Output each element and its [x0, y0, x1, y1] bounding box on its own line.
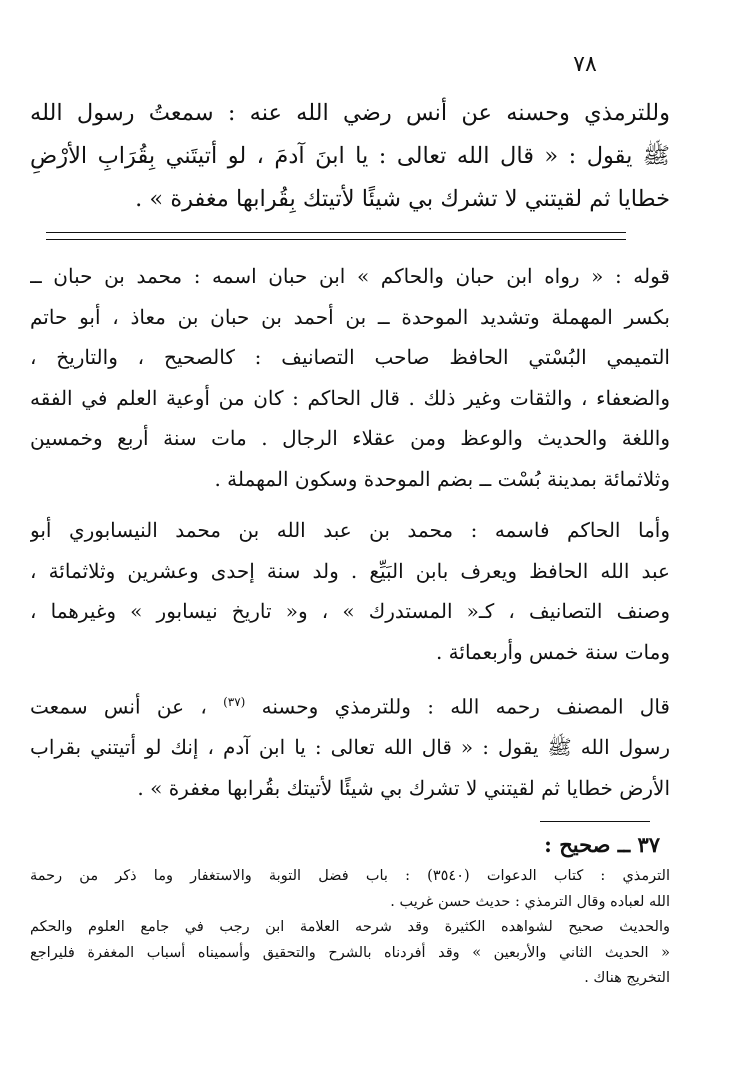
section-divider	[46, 232, 626, 240]
page-number: ٧٨	[573, 52, 597, 77]
footnote-divider	[540, 821, 650, 822]
commentary-line: وصنف التصانيف ، كـ« المستدرك » ، و« تاريخ نيسابور » وغيرهما ،	[30, 599, 670, 623]
author-quote-start: قال المصنف رحمه الله : وللترمذي وحسنه	[261, 694, 670, 719]
hadith-text	[30, 92, 670, 221]
hadith-line: خطايا ثم لقيتني لا تشرك بي شيئًا لأتيتك بِقُرابها مغفرة » .	[135, 186, 670, 212]
footnote-line: والحديث صحيح لشواهده الكثيرة وقد شرحه العلامة ابن رجب في جامع العلوم والحكم	[30, 919, 670, 935]
commentary-paragraph-author	[30, 682, 670, 808]
hadith-line: ﷺ يقول : « قال الله تعالى : يا ابنَ آدمَ ، لو أتيتَني بِقُرَابِ الأرْضِ	[30, 143, 670, 169]
commentary-line: رسول الله ﷺ يقول : « قال الله تعالى : يا ابن آدم ، إنك لو أتيتني بقراب	[30, 735, 670, 760]
footnote-line: « الحديث الثاني والأربعين » وقد أفردناه بالشرح والتحقيق وأسميناه أسباب المغفرة فليراجع	[30, 944, 670, 961]
footnote-line: التخريج هناك .	[584, 970, 670, 986]
footnote-text	[30, 864, 670, 992]
commentary-line: ومات سنة خمس وأربعمائة .	[435, 639, 670, 664]
footnote-line: الترمذي : كتاب الدعوات (٣٥٤٠) : باب فضل التوبة والاستغفار وما ذكر من رحمة	[30, 868, 670, 884]
footnote-line: الله لعباده وقال الترمذي : حديث حسن غريب .	[390, 893, 670, 910]
hadith-line: وللترمذي وحسنه عن أنس رضي الله عنه : سمعتُ رسول الله	[30, 100, 670, 126]
commentary-line: والضعفاء ، والثقات وغير ذلك . قال الحاكم : كان من أوعية العلم في الفقه	[30, 385, 670, 410]
commentary-line: واللغة والحديث والوعظ ومن عقلاء الرجال . مات سنة أربع وخمسين	[30, 426, 670, 450]
commentary-line: وثلاثمائة بمدينة بُسْت ــ بضم الموحدة وسكون المهملة .	[214, 466, 670, 491]
author-quote-end: ، عن أنس سمعت	[30, 694, 207, 719]
commentary-line: التميمي البُسْتي الحافظ صاحب التصانيف : كالصحيح ، والتاريخ ،	[30, 345, 670, 369]
commentary-line: وأما الحاكم فاسمه : محمد بن عبد الله بن محمد النيسابوري أبو	[30, 518, 670, 542]
commentary-line: الأرض خطايا ثم لقيتني لا تشرك بي شيئًا لأتيتك بقُرابها مغفرة » .	[137, 775, 670, 800]
commentary-paragraph-hakim	[30, 510, 670, 672]
commentary-line: قوله : « رواه ابن حبان والحاكم » ابن حبان اسمه : محمد بن حبان ــ	[30, 264, 670, 288]
commentary-line	[30, 682, 670, 727]
footnote-reference[interactable]: (٣٧)	[223, 695, 246, 709]
footnote-heading: ٣٧ ــ صحيح :	[544, 832, 660, 857]
commentary-paragraph-ibn-hibban	[30, 256, 670, 499]
commentary-line: بكسر المهملة وتشديد الموحدة ــ بن أحمد بن حبان بن معاذ ، أبو حاتم	[30, 304, 670, 329]
commentary-line: عبد الله الحافظ ويعرف بابن البَيِّع . ولد سنة إحدى وعشرين وثلاثمائة ،	[30, 558, 670, 583]
